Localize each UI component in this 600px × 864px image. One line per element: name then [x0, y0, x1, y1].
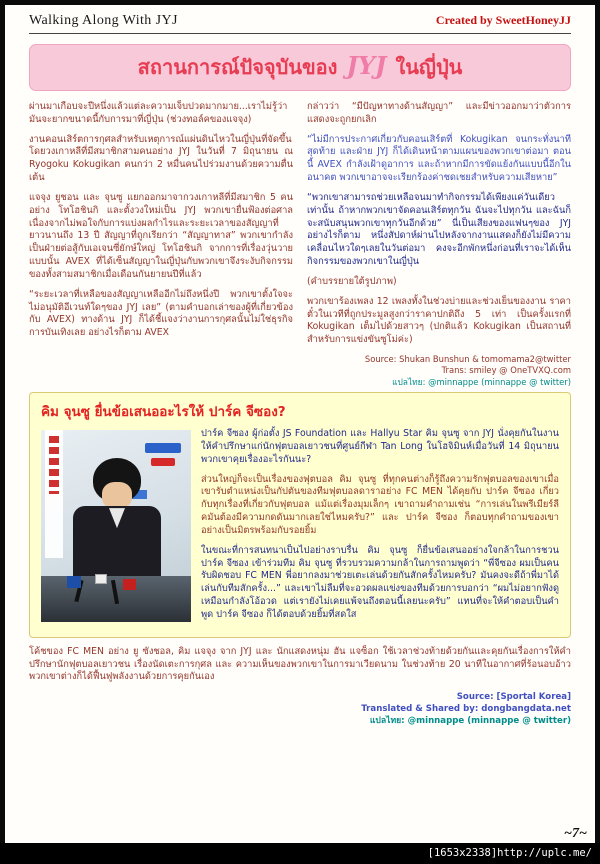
article2-closing-paragraph: โค้ชของ FC MEN อย่าง ยู ซังชอล, คิม แจจุง จาก JYJ และ นักแสดงหนุ่ม ฮัน แจซ็อก ใช้เวลาช่วงท้ายด้วยกันและคุยกันเรื่องการให้คำปรึกษานักฟุตบอลเยาวชน เรื่องนัดเตะการกุศล และ ความเห็นของพวกเขาในการมาเวียดนาม ในช่วงท้าย 20 นาทีในอากาศที่ร้อนอบอ้าว พวกเขาต่างก็ได้ฟื้นฟูพลังงานด้วยการคุยกันเอง	[29, 645, 571, 683]
source-line: Source: Shukan Bunshun & tomomama2@twitter	[364, 354, 571, 365]
translator-line: Translated & Shared by: dongbangdata.net	[361, 704, 571, 715]
jyj-logo-text: JYJ	[346, 51, 387, 80]
article2-source-block	[361, 691, 571, 727]
mic-flag	[67, 576, 81, 588]
page-header	[29, 13, 571, 29]
thai-translator-line: แปลไทย: @minnappe (minnappe @ twitter)	[369, 716, 571, 727]
paragraph: ปาร์ค จีซอง ผู้ก่อตั้ง JS Foundation และ Hallyu Star คิม จุนซู จาก JYJ นั่งคุยกันในงานให้คำปรึกษาแก่นักฟุตบอลเยาวชนที่ศูนย์กีฬา Tan Long ในโฮจิมินห์เมื่อวันที่ 14 มิถุนายน พวกเขาคุยเรื่องอะไรกันนะ?	[201, 428, 559, 465]
paragraph: ส่วนใหญ่ก็จะเป็นเรื่องของฟุตบอล คิม จุนซู ที่ทุกคนต่างก็รู้ถึงความรักฟุตบอลของเขาเมื่อเขารับตำแหน่งเป็นกัปตันของทีมฟุตบอลดาราอย่าง FC MEN ได้คุยกับ ปาร์ค จีซอง เกี่ยวกับทุกเรื่องที่เกี่ยวกับฟุตบอล แม้แต่เรื่องมุมเล็กๆ เขาถามคำถามเช่น “การเล่นในพรีเมียร์ลีคมันต้องมีความกดดันมากเลยใช่ไหมครับ?” และ ปาร์ค จีซอง ก็ตอบทุกคำถามของเขาอย่างเป็นมิตรพร้อมกับรอยยิ้ม	[201, 473, 559, 536]
article1-title-banner	[29, 44, 571, 91]
photo-sponsor-logo	[151, 458, 175, 466]
press-conference-photo	[41, 430, 191, 622]
photo-sponsor-logo	[145, 443, 181, 453]
photo-person-face	[102, 482, 132, 509]
paragraph: กล่าวว่า “มีปัญหาทางด้านสัญญา” และมีข่าวออกมาว่าตัวการแสดงจะถูกยกเลิก	[307, 101, 571, 125]
photo-caption-note: (คำบรรยายใต้รูปภาพ)	[307, 275, 397, 287]
paragraph: พวกเขาร้องเพลง 12 เพลงทั้งในช่วงบ่ายและช่วงเย็นของงาน ราคาตั๋วในเวทีที่ถูกประมูลสูงกว่าราคาปกติถึง 5 เท่า เป็นครั้งแรกที่ Kokugikan เต็มไปด้วยสาวๆ (ปกติแล้ว Kokugikan เป็นสถานที่สำหรับการแข่งขันซูโม่ค่ะ)	[307, 295, 571, 346]
page-number: ~7~	[564, 826, 587, 841]
paragraph: “ไม่มีการประกาศเกี่ยวกับคอนเสิร์ตที่ Kokugikan จนกระทั่งนาทีสุดท้าย และฝ่าย JYJ ก็ได้เดินหน้าตามแผนของพวกเขาต่อมา ตอนนี้ AVEX กำลังเฝ้าดูอาการ และถ้าหากมีการขัดแย้งกันแบบนี้อีกในอนาคต พวกเขาอาจจะเรียกร้องค่าชดเชยสำหรับความเสียหาย”	[307, 133, 571, 184]
article1-source-block	[307, 354, 571, 388]
thai-translator-line: แปลไทย: @minnappe (minnappe @ twitter)	[392, 376, 571, 387]
paragraph: ผ่านมาเกือบจะปีหนึ่งแล้วแต่ละความเจ็บปวดมากมาย...เราไม่รู้ว่ามันจะยากขนาดนี้กับการมาที่ญี่ปุ่น (ช่วงทอล์คของแจจุง)	[29, 101, 288, 125]
mic-flag	[95, 574, 107, 584]
watermark-bar	[0, 843, 600, 864]
column-left	[29, 101, 293, 388]
paragraph: งานคอนเสิร์ตการกุศลสำหรับเหตุการณ์แผ่นดินไหวในญี่ปุ่นที่จัดขึ้นโดยวงเกาหลีที่มีสมาชิกสามคนอย่าง JYJ ในวันที่ 7 มิถุนายน ณ Ryogoku Kokugikan คนกว่า 2 หมื่นคนไปร่วมงานด้วยความตื่นเต้น	[29, 133, 293, 184]
article2-source-row	[29, 691, 571, 727]
photo-backdrop-text-marks	[49, 436, 59, 494]
article1-title-pre: สถานการณ์ปัจจุบันของ	[137, 55, 338, 79]
article2-box	[29, 392, 571, 638]
paragraph: แจจุง ยูชอน และ จุนซู แยกออกมาจากวงเกาหลีที่มีสมาชิก 5 คนอย่าง โทโฮชินกิ และตั้งวงใหม่เป็น JYJ พวกเขายื่นฟ้องต่อศาลเนื่องจากไม่พอใจกับการแบ่งผลกำไรและระยะเวลาของสัญญาที่ยาวนานถึง 13 ปี สัญญาที่ถูกเรียกว่า “สัญญาทาส” พวกเขากำลังเป็นฝ่ายต่อสู้กับเอเจนซี่ยักษ์ใหญ่ โทโฮชินกิ จากการที่เรื่องวุ่นวายแบบนั้น AVEX ที่ได้เซ็นสัญญาในญี่ปุ่นกับพวกเขาจึงระงับกิจกรรมของทั้งสามสมาชิกเมื่อเดือนกันยายนปีที่แล้ว	[29, 191, 293, 280]
column-right	[307, 101, 571, 388]
article1-columns	[29, 101, 571, 388]
watermark-url: [1653x2338]http://uplc.me/	[427, 847, 592, 859]
paragraph: ในขณะที่การสนทนาเป็นไปอย่างราบรื่น คิม จุนซู ก็ยื่นข้อเสนออย่างใจกล้าในการชวน ปาร์ค จีซอง เข้าร่วมทีม คิม จุนซู ที่รวบรวมความกล้าในการถามพูดว่า “พี่จีซอง ผมเป็นคนรับผิดชอบ FC MEN พี่อยากลงมาช่วยเตะเล่นด้วยกันสักครั้งไหมครับ? มันคงจะดีถ้าพี่มาได้เล่นกับทีมสักครั้ง...” และเขาไม่ลืมที่จะอวดผลแข่งของทีมด้วยการบอกว่า “ผมไม่อยากฟังดูเหมือนกำลังโอ้อวด แต่เรายังไม่เคยแพ้จนถึงตอนนี้เลยนะครับ” แทนที่จะให้คำตอบเป็นคำพูด ปาร์ค จีซอง ก็ได้ตอบด้วยยิ้มที่สดใส	[201, 544, 559, 620]
creator-credit: Created by SweetHoneyJJ	[435, 13, 571, 27]
translator-line: Trans: smiley @ OneTVXQ.com	[441, 365, 571, 376]
mic-flag	[123, 579, 136, 590]
article2-title: คิม จุนซู ยื่นข้อเสนออะไรให้ ปาร์ค จีซอง?	[41, 404, 286, 421]
paragraph: “ระยะเวลาที่เหลือของสัญญาเหลืออีกไม่ถึงหนึ่งปี พวกเขาตั้งใจจะไม่อนุมัติอีเวนท์ใดๆของ JYJ เลย” (ตามคำบอกเล่าของผู้ที่เกี่ยวข้องกับ AVEX) ทางด้าน JYJ ก็ได้ชี้แจงว่างานการกุศลนั้นไม่ใช่ธุรกิจการบันเทิงเลย อย่างไรก็ตาม AVEX	[29, 288, 293, 339]
magazine-page	[5, 5, 595, 843]
header-divider	[29, 33, 571, 34]
article1-title-post: ในญี่ปุ่น	[395, 55, 463, 79]
source-line: Source: [Sportal Korea]	[456, 692, 571, 703]
paragraph: “พวกเขาสามารถช่วยเหลือจนมาทำกิจกรรมได้เพียงแค่วันเดียวเท่านั้น ถ้าหากพวกเขาจัดคอนเสิร์ตทุกวัน ฉันจะไปทุกวัน และฉันก็จะสนับสนุนพวกเขาทุกวันอีกด้วย” นี่เป็นเสียงของแฟนๆของ JYJ อย่างไรก็ตาม หนึ่งสัปดาห์ผ่านไปหลังจากงานแสดงก็ยังไม่มีความเคลื่อนไหวใดๆเลยในวันต่อมา คงจะอีกพักหนึ่งก่อนที่เราจะได้เห็นกิจกรรมของพวกเขาในญี่ปุ่น	[307, 191, 571, 268]
masthead-title: Walking Along With JYJ	[29, 13, 178, 28]
